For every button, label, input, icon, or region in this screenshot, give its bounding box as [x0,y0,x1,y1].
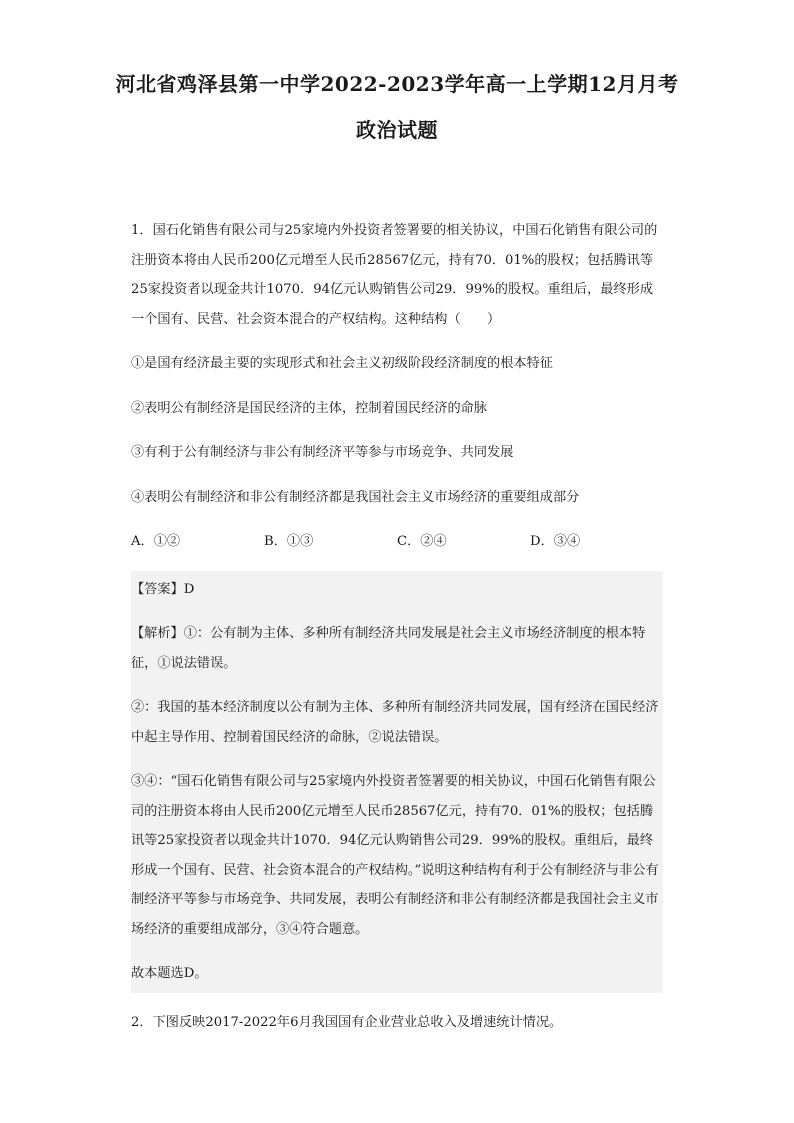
answer-line: 【答案】D [131,581,195,597]
choice-b: B．①③ [264,534,314,549]
analysis-paragraph-1: 【解析】①：公有制为主体、多种所有制经济共同发展是社会主义市场经济制度的根本特征，①说法错误。 [131,626,646,671]
analysis-paragraph-2: ②：我国的基本经济制度以公有制为主体、多种所有制经济共同发展，国有经济在国民经济中起主导作用、控制着国民经济的命脉，②说法错误。 [131,700,659,745]
answer-choices [131,527,663,557]
analysis-conclusion: 故本题选D。 [131,966,208,981]
analysis-paragraph-3: ③④：“国石化销售有限公司与25家境内外投资者签署要的相关协议，中国石化销售有限公司的注册资本将由人民币200亿元增至人民币28567亿元，持有70．01%的股权；包括腾讯等25家投资者以现金共计1070．94亿元认购销售公司29．99%的股权。重组后，最终形成一个国有、民营、社会资本混合的产权结构。”说明这种结构有利于公有制经济与非公有制经济平等参与市场竞争、共同发展，表明公有制经济和非公有制经济都是我国社会主义市场经济的重要组成部分，③④符合题意。 [131,774,659,937]
question-1-stem: 1．国石化销售有限公司与25家境内外投资者签署要的相关协议，中国石化销售有限公司的注册资本将由人民币200亿元增至人民币28567亿元，持有70．01%的股权；包括腾讯等25家投资者以现金共计1070．94亿元认购销售公司29．99%的股权。重组后，最终形成一个国有、民营、社会资本混合的产权结构。这种结构（ ） [131,223,658,327]
choice-d: D．③④ [530,534,581,549]
question-2-stem: 2．下图反映2017-2022年6月我国国有企业营业总收入及增速统计情况。 [131,1014,563,1030]
statement-2: ②表明公有制经济是国民经济的主体，控制着国民经济的命脉 [131,400,488,416]
choice-a: A．①② [131,534,181,549]
statement-3: ③有利于公有制经济与非公有制经济平等参与市场竞争、共同发展 [131,445,514,460]
document-title: 河北省鸡泽县第一中学2022-2023学年高一上学期12月月考 [115,72,679,96]
choice-c: C．②④ [397,534,447,549]
statement-4: ④表明公有制经济和非公有制经济都是我国社会主义市场经济的重要组成部分 [131,489,580,505]
statement-1: ①是国有经济最主要的实现形式和社会主义初级阶段经济制度的根本特征 [131,356,553,371]
exam-content [131,216,663,1037]
answer-analysis-block [131,571,663,993]
document-subtitle: 政治试题 [356,118,438,142]
